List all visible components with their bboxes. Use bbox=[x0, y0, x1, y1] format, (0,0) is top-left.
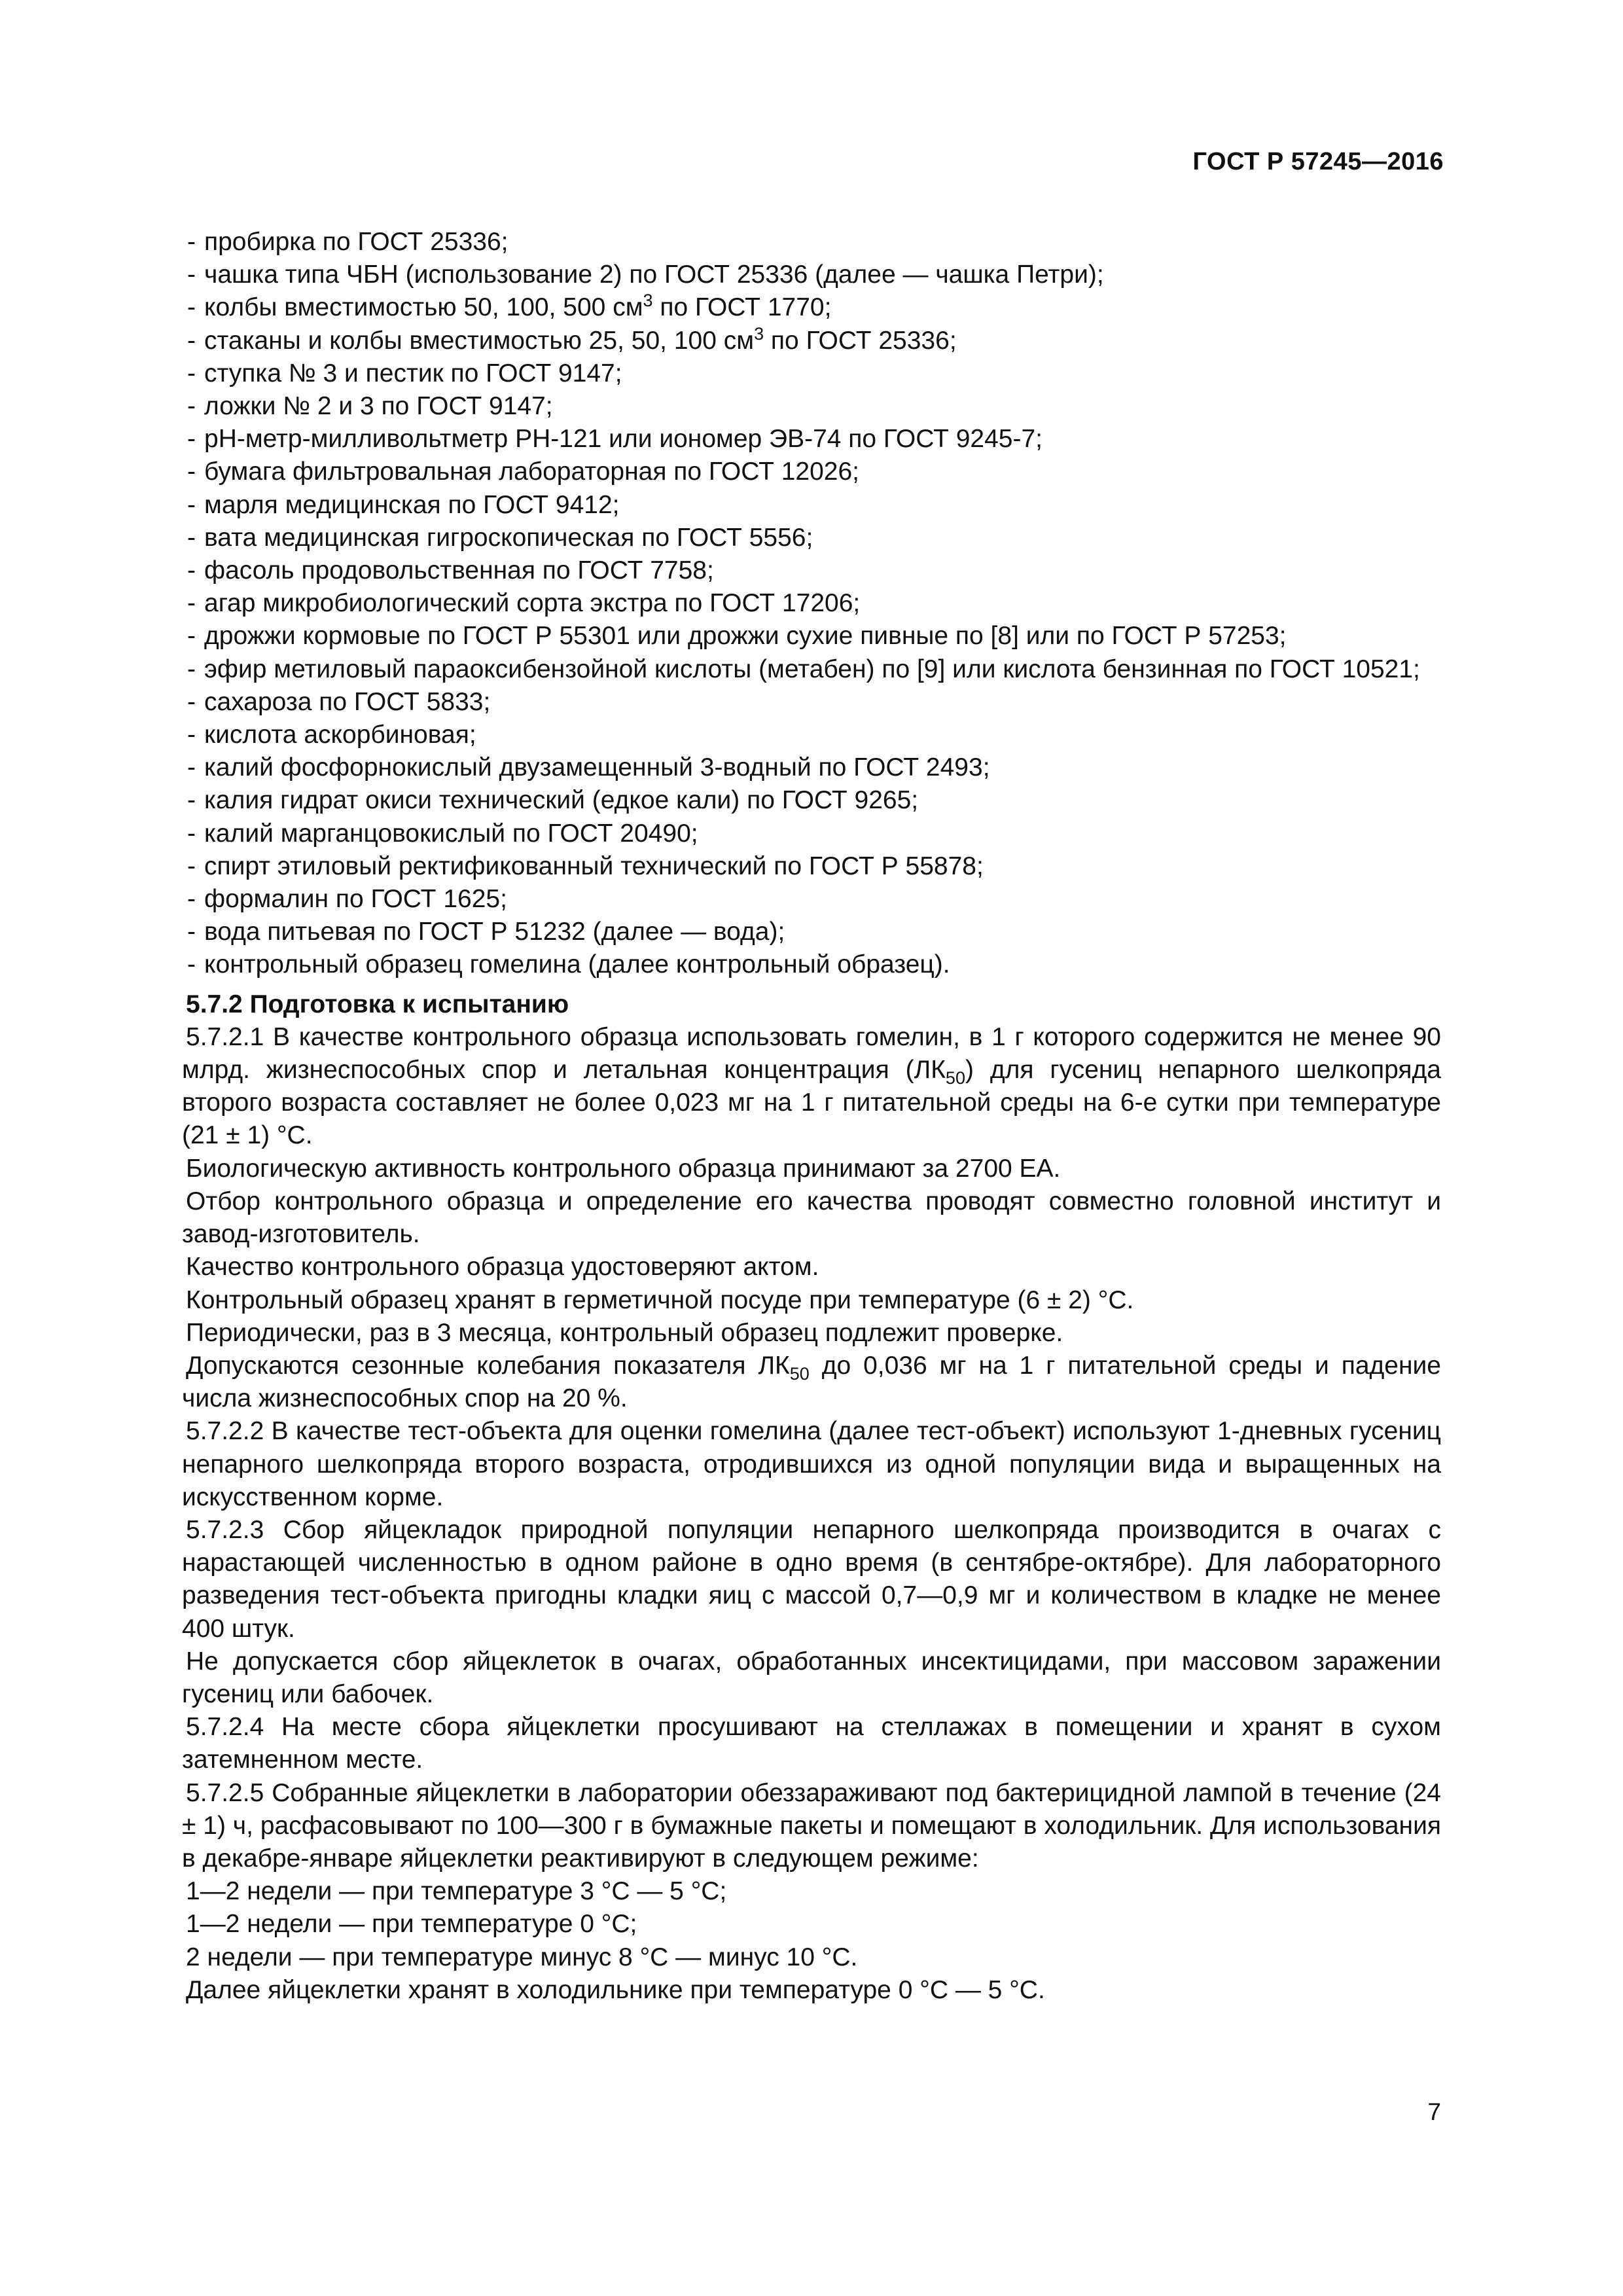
text-run: Допускаются сезонные колебания показателя ЛК bbox=[186, 1351, 790, 1380]
list-item bbox=[182, 357, 1441, 390]
page-number: 7 bbox=[1427, 2098, 1441, 2125]
paragraph bbox=[182, 1875, 1441, 1908]
text-run: ) для гусениц непарного шелкопряда второго возраста составляет не более 0,023 мг на 1 г питательной среды на 6-е сутки при температуре (21 ± 1) °С. bbox=[182, 1056, 1441, 1150]
paragraph bbox=[182, 1350, 1441, 1415]
paragraph bbox=[182, 1908, 1441, 1941]
paragraph bbox=[182, 1941, 1441, 1974]
text-run: калия гидрат окиси технический (едкое кали) по ГОСТ 9265; bbox=[204, 786, 919, 815]
list-item bbox=[182, 751, 1441, 784]
paragraph bbox=[182, 1153, 1441, 1185]
superscript: 3 bbox=[754, 323, 764, 344]
paragraph bbox=[182, 1021, 1441, 1153]
list-item bbox=[182, 456, 1441, 488]
paragraph bbox=[182, 1777, 1441, 1876]
text-run: 1—2 недели — при температуре 0 °С; bbox=[186, 1910, 637, 1939]
text-run: 5.7.2.1 В качестве контрольного образца использовать гомелин, в 1 г которого содержится не менее 90 млрд. жизнеспособных спор и летальная концентрация (ЛК bbox=[182, 1022, 1441, 1085]
paragraph bbox=[182, 1415, 1441, 1514]
text-run: сахароза по ГОСТ 5833; bbox=[204, 687, 491, 716]
list-item bbox=[182, 522, 1441, 554]
text-run: фасоль продовольственная по ГОСТ 7758; bbox=[204, 556, 714, 585]
paragraph bbox=[182, 1645, 1441, 1711]
paragraph bbox=[182, 1974, 1441, 2007]
text-run: 2 недели — при температуре минус 8 °С — минус 10 °С. bbox=[186, 1943, 858, 1971]
list-item bbox=[182, 291, 1441, 324]
list-item bbox=[182, 916, 1441, 948]
section-paragraphs bbox=[182, 1021, 1441, 2007]
list-item bbox=[182, 489, 1441, 522]
text-run: дрожжи кормовые по ГОСТ Р 55301 или дрожжи сухие пивные по [8] или по ГОСТ Р 57253; bbox=[204, 622, 1287, 651]
paragraph bbox=[182, 1711, 1441, 1776]
list-item bbox=[182, 259, 1441, 291]
text-run: спирт этиловый ректификованный технический по ГОСТ Р 55878; bbox=[204, 852, 984, 880]
text-run: чашка типа ЧБН (использование 2) по ГОСТ 25336 (далее — чашка Петри); bbox=[204, 260, 1104, 289]
text-run: Качество контрольного образца удостоверяют актом. bbox=[186, 1253, 819, 1282]
document-header: ГОСТ Р 57245—2016 bbox=[1192, 148, 1444, 175]
list-item bbox=[182, 325, 1441, 357]
text-run: до 0,036 мг на 1 г питательной среды и падение числа жизнеспособных спор на 20 %. bbox=[182, 1351, 1441, 1413]
text-run: агар микробиологический сорта экстра по ГОСТ 17206; bbox=[204, 589, 861, 618]
text-run: контрольный образец гомелина (далее контрольный образец). bbox=[204, 950, 950, 979]
text-run: Периодически, раз в 3 месяца, контрольный образец подлежит проверке. bbox=[186, 1318, 1063, 1347]
paragraph bbox=[182, 1284, 1441, 1317]
text-run: pH-метр-милливольтметр PH-121 или иономер ЭВ-74 по ГОСТ 9245-7; bbox=[204, 425, 1043, 454]
text-run: по ГОСТ 25336; bbox=[764, 326, 957, 355]
list-item bbox=[182, 620, 1441, 653]
text-run: бумага фильтровальная лабораторная по ГОСТ 12026; bbox=[204, 457, 860, 486]
materials-list bbox=[182, 226, 1441, 982]
list-item bbox=[182, 587, 1441, 620]
list-item bbox=[182, 817, 1441, 850]
paragraph bbox=[182, 1317, 1441, 1350]
paragraph bbox=[182, 1514, 1441, 1645]
document-body bbox=[182, 226, 1441, 2007]
text-run: пробирка по ГОСТ 25336; bbox=[204, 228, 508, 256]
text-run: кислота аскорбиновая; bbox=[204, 721, 476, 749]
text-run: Далее яйцеклетки хранят в холодильнике при температуре 0 °С — 5 °С. bbox=[186, 1975, 1045, 2004]
section-heading: 5.7.2 Подготовка к испытанию bbox=[186, 990, 569, 1018]
text-run: Отбор контрольного образца и определение его качества проводят совместно головной институт и завод-изготовитель. bbox=[182, 1187, 1441, 1249]
text-run: ступка № 3 и пестик по ГОСТ 9147; bbox=[204, 359, 622, 387]
list-item bbox=[182, 850, 1441, 883]
subscript: 50 bbox=[945, 1067, 965, 1088]
text-run: 1—2 недели — при температуре 3 °С — 5 °С; bbox=[186, 1877, 727, 1906]
text-run: вата медицинская гигроскопическая по ГОСТ 5556; bbox=[204, 523, 813, 552]
list-item bbox=[182, 719, 1441, 751]
text-run: 5.7.2.4 На месте сбора яйцеклетки просушивают на стеллажах в помещении и хранят в сухом затемненном месте. bbox=[182, 1713, 1441, 1774]
list-item bbox=[182, 784, 1441, 817]
text-run: ложки № 2 и 3 по ГОСТ 9147; bbox=[204, 392, 553, 421]
list-item bbox=[182, 686, 1441, 719]
text-run: Контрольный образец хранят в герметичной посуде при температуре (6 ± 2) °С. bbox=[186, 1285, 1134, 1314]
text-run: 5.7.2.2 В качестве тест-объекта для оценки гомелина (далее тест-объект) используют 1-дневных гусениц непарного шелкопряда второго возраста, отродившихся из одной популяции вида и выращенных на искусственном корме. bbox=[182, 1417, 1441, 1511]
text-run: 5.7.2.5 Собранные яйцеклетки в лаборатории обеззараживают под бактерицидной лампой в течение (24 ± 1) ч, расфасовывают по 100—300 г в бумажные пакеты и помещают в холодильник. Для использования в декабре-январе яйцеклетки реактивируют в следующем режиме: bbox=[182, 1778, 1441, 1873]
list-item bbox=[182, 653, 1441, 686]
text-run: марля медицинская по ГОСТ 9412; bbox=[204, 490, 620, 519]
list-item bbox=[182, 554, 1441, 587]
list-item bbox=[182, 948, 1441, 981]
list-item bbox=[182, 883, 1441, 916]
text-run: 5.7.2.3 Сбор яйцекладок природной популяции непарного шелкопряда производится в очагах с нарастающей численностью в одном районе в одно время (в сентябре-октябре). Для лабораторного разведения тест-объекта пригодны кладки яиц с массой 0,7—0,9 мг и количеством в кладке не менее 400 штук. bbox=[182, 1515, 1441, 1643]
paragraph bbox=[182, 1251, 1441, 1283]
text-run: формалин по ГОСТ 1625; bbox=[204, 885, 507, 914]
text-run: колбы вместимостью 50, 100, 500 см bbox=[204, 293, 643, 322]
text-run: Не допускается сбор яйцеклеток в очагах, обработанных инсектицидами, при массовом заражении гусениц или бабочек. bbox=[182, 1647, 1441, 1708]
text-run: по ГОСТ 1770; bbox=[652, 293, 832, 322]
text-run: стаканы и колбы вместимостью 25, 50, 100 см bbox=[204, 326, 755, 355]
text-run: эфир метиловый параоксибензойной кислоты (метабен) по [9] или кислота бензинная по ГОСТ 10521; bbox=[204, 655, 1420, 683]
paragraph bbox=[182, 1185, 1441, 1251]
subscript: 50 bbox=[789, 1363, 810, 1384]
list-item bbox=[182, 226, 1441, 259]
text-run: Биологическую активность контрольного образца принимают за 2700 ЕА. bbox=[186, 1154, 1061, 1183]
text-run: калий марганцовокислый по ГОСТ 20490; bbox=[204, 819, 698, 848]
superscript: 3 bbox=[643, 291, 653, 311]
list-item bbox=[182, 423, 1441, 456]
text-run: калий фосфорнокислый двузамещенный 3-водный по ГОСТ 2493; bbox=[204, 753, 990, 782]
text-run: вода питьевая по ГОСТ Р 51232 (далее — вода); bbox=[204, 918, 785, 946]
list-item bbox=[182, 390, 1441, 423]
